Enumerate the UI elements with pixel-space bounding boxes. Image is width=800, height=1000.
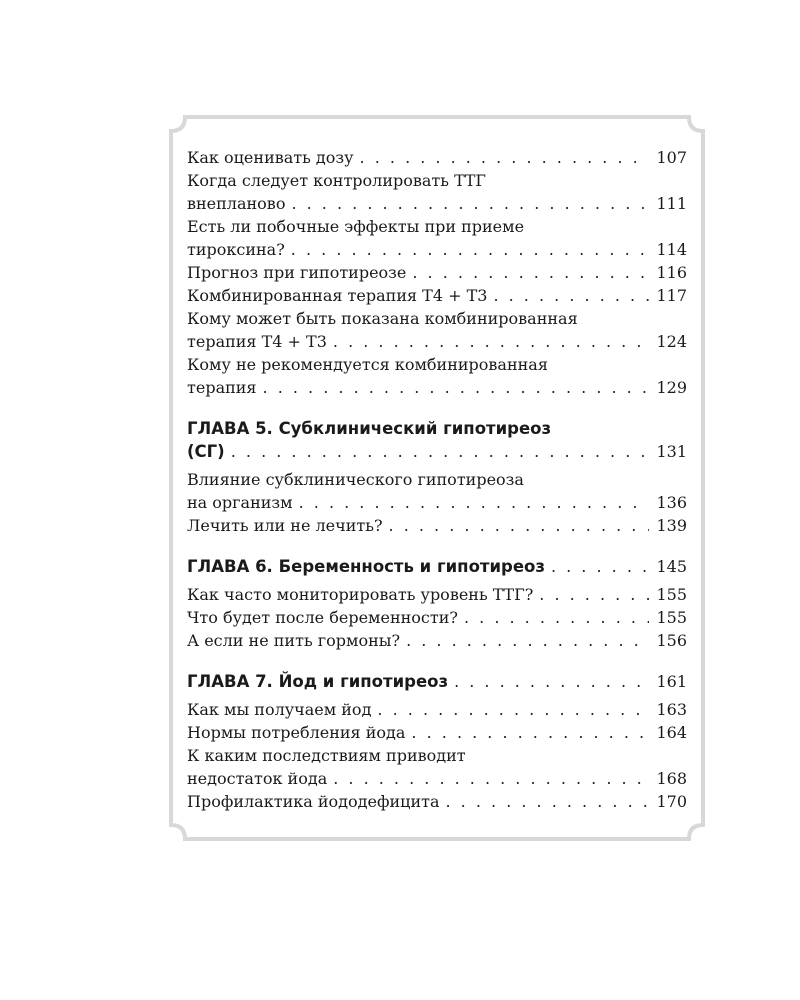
dot-leader	[333, 767, 649, 790]
toc-line	[187, 606, 687, 629]
toc-entry-title: тироксина?	[187, 240, 285, 259]
page-number: 155	[656, 608, 687, 627]
toc-entry-title: Что будет после беременности?	[187, 608, 458, 627]
toc-entry-title: внепланово	[187, 194, 286, 213]
toc-line	[187, 353, 687, 376]
dot-leader	[333, 330, 649, 353]
page-number: 155	[656, 585, 687, 604]
toc-entry-title: ГЛАВА 7. Йод и гипотиреоз	[187, 672, 449, 691]
toc-entry-title: К каким последствиям приводит	[187, 746, 466, 765]
page-number: 114	[656, 240, 687, 259]
dot-leader	[360, 146, 649, 169]
toc-line	[187, 514, 687, 537]
toc-entry	[187, 514, 687, 537]
dot-leader	[291, 192, 649, 215]
page-number: 116	[656, 263, 687, 282]
toc-entry-title: Комбинированная терапия Т4 + Т3	[187, 286, 488, 305]
toc-entry-title: Есть ли побочные эффекты при приеме	[187, 217, 525, 236]
toc-line	[187, 698, 687, 721]
dot-leader	[493, 284, 649, 307]
toc-entry	[187, 606, 687, 629]
dot-leader	[377, 698, 649, 721]
toc-entry-title: Лечить или не лечить?	[187, 516, 383, 535]
toc-entry-title: Влияние субклинического гипотиреоза	[187, 470, 524, 489]
page-number: 168	[656, 769, 687, 788]
toc-entry	[187, 468, 687, 514]
dot-leader	[454, 670, 649, 693]
toc-line	[187, 790, 687, 813]
toc-entry	[187, 353, 687, 399]
toc-entry-title: Прогноз при гипотиреозе	[187, 263, 407, 282]
toc-entry	[187, 169, 687, 215]
dot-leader	[411, 721, 649, 744]
dot-leader	[551, 555, 649, 578]
toc-entry	[187, 721, 687, 744]
toc-entry-title: Когда следует контролировать ТТГ	[187, 171, 486, 190]
toc-entry-title: недостаток йода	[187, 769, 328, 788]
toc-entry-title: Как часто мониторировать уровень ТТГ?	[187, 585, 534, 604]
toc-line	[187, 261, 687, 284]
toc-entry	[187, 284, 687, 307]
toc-line	[187, 468, 687, 491]
page-number: 161	[656, 672, 687, 691]
toc-entry-title: ГЛАВА 5. Субклинический гипотиреоз	[187, 419, 552, 438]
toc-entry	[187, 744, 687, 790]
toc-entry-title: Как оценивать дозу	[187, 148, 354, 167]
toc-entry-title: Как мы получаем йод	[187, 700, 372, 719]
toc-line	[187, 146, 687, 169]
toc-entry-title: Кому не рекомендуется комбинированная	[187, 355, 548, 374]
toc-entry-title: А если не пить гормоны?	[187, 631, 401, 650]
page-number: 163	[656, 700, 687, 719]
toc-line	[187, 417, 687, 440]
toc-line	[187, 767, 687, 790]
toc-line	[187, 307, 687, 330]
chapter-heading	[187, 670, 687, 693]
page-number: 164	[656, 723, 687, 742]
toc-line	[187, 555, 687, 578]
dot-leader	[539, 583, 649, 606]
table-of-contents	[187, 146, 687, 813]
toc-entry-title: ГЛАВА 6. Беременность и гипотиреоз	[187, 557, 545, 576]
dot-leader	[291, 238, 649, 261]
toc-line	[187, 440, 687, 463]
toc-line	[187, 284, 687, 307]
toc-entry-title: Профилактика йододефицита	[187, 792, 440, 811]
toc-line	[187, 238, 687, 261]
dot-leader	[389, 514, 649, 537]
toc-entry	[187, 790, 687, 813]
toc-line	[187, 629, 687, 652]
toc-entry-title: Нормы потребления йода	[187, 723, 406, 742]
page-number: 129	[656, 378, 687, 397]
toc-entry-title: терапия Т4 + Т3	[187, 332, 327, 351]
dot-leader	[446, 790, 650, 813]
page-number: 136	[656, 493, 687, 512]
toc-entry	[187, 698, 687, 721]
chapter-heading	[187, 555, 687, 578]
toc-entry	[187, 146, 687, 169]
toc-line	[187, 670, 687, 693]
toc-entry-title: Кому может быть показана комбинированная	[187, 309, 578, 328]
toc-line	[187, 583, 687, 606]
toc-entry	[187, 261, 687, 284]
dot-leader	[406, 629, 649, 652]
toc-line	[187, 744, 687, 767]
page-number: 170	[656, 792, 687, 811]
toc-entry	[187, 629, 687, 652]
dot-leader	[412, 261, 649, 284]
page-number: 117	[656, 286, 687, 305]
page-number: 124	[656, 332, 687, 351]
page-number: 107	[656, 148, 687, 167]
toc-line	[187, 491, 687, 514]
toc-line	[187, 721, 687, 744]
toc-entry-title: (СГ)	[187, 442, 225, 461]
page-number: 145	[656, 557, 687, 576]
page-number: 131	[656, 442, 687, 461]
dot-leader	[464, 606, 649, 629]
dot-leader	[263, 376, 649, 399]
toc-line	[187, 215, 687, 238]
dot-leader	[299, 491, 649, 514]
toc-line	[187, 169, 687, 192]
toc-entry-title: терапия	[187, 378, 257, 397]
toc-line	[187, 376, 687, 399]
chapter-heading	[187, 417, 687, 463]
toc-entry	[187, 215, 687, 261]
toc-line	[187, 330, 687, 353]
page-number: 156	[656, 631, 687, 650]
page-number: 139	[656, 516, 687, 535]
toc-line	[187, 192, 687, 215]
toc-entry-title: на организм	[187, 493, 293, 512]
page-number: 111	[656, 194, 687, 213]
toc-entry	[187, 307, 687, 353]
toc-entry	[187, 583, 687, 606]
dot-leader	[231, 440, 649, 463]
